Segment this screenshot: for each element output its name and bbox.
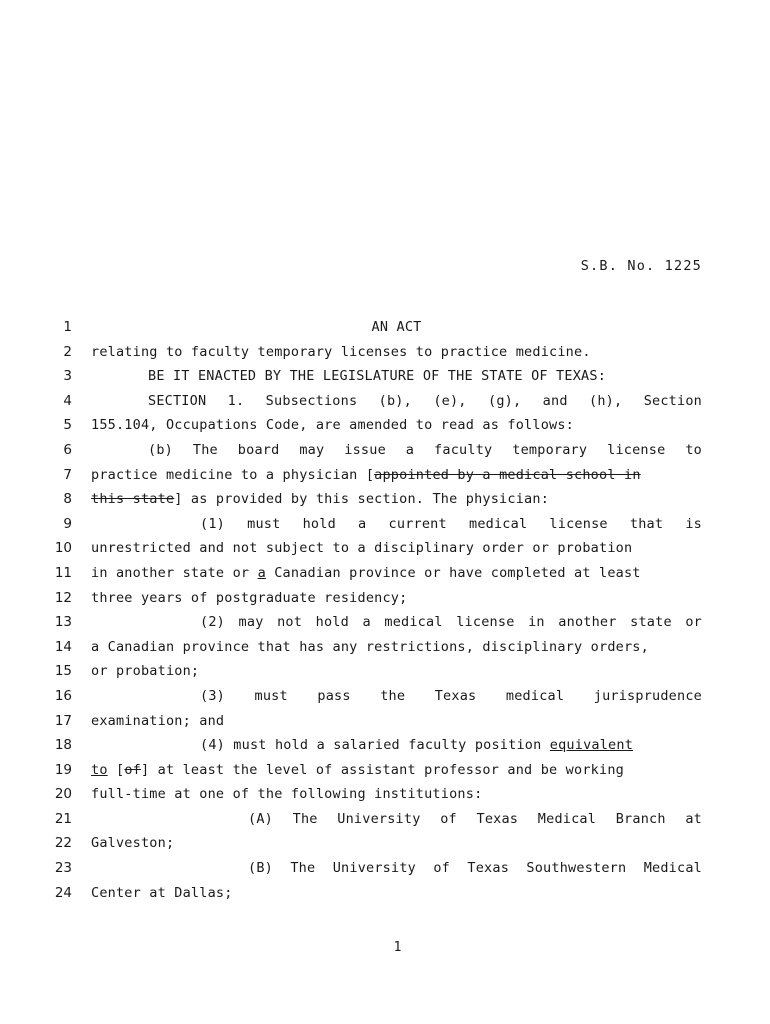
text-segment: in another state or [91,564,258,581]
text-line [91,737,702,753]
text-line: 155.104, Occupations Code, are amended to read as follows: [91,417,575,434]
text-segment: ] at least the level of assistant professor and be working [140,761,624,778]
line-21 [0,809,770,834]
line-9 [0,514,770,539]
text-line: (b) The board may issue a faculty temporary license to [148,441,702,458]
text-segment: [ [107,761,125,778]
deleted-text: appointed by a medical school in [374,466,641,483]
text-line: examination; and [91,712,225,729]
line-number: 4 [63,392,72,409]
line-number: 15 [54,663,72,680]
line-13 [0,612,770,637]
line-20 [0,784,770,809]
line-number: 11 [54,564,72,581]
line-number: 10 [54,540,72,557]
line-10 [0,538,770,563]
line-5 [0,415,770,440]
line-17 [0,711,770,736]
line-number: 14 [54,638,72,655]
text-line: a Canadian province that has any restrictions, disciplinary orders, [91,638,649,655]
line-14 [0,637,770,662]
text-line: (1) must hold a current medical license that is [200,515,702,532]
caption: relating to faculty temporary licenses to practice medicine. [91,343,591,360]
line-11 [0,563,770,588]
inserted-text: equivalent [549,737,634,754]
text-line: SECTION 1. Subsections (b), (e), (g), and (h), Section [148,392,702,409]
line-7 [0,465,770,490]
text-line: full-time at one of the following institutions: [91,786,483,803]
line-number: 1 [63,319,72,335]
bill-text [0,317,770,907]
line-2 [0,342,770,367]
line-24 [0,883,770,908]
line-number: 12 [54,589,72,606]
text-line: unrestricted and not subject to a disciplinary order or probation [91,540,633,557]
text-line: three years of postgraduate residency; [91,589,408,606]
line-16 [0,686,770,711]
line-number: 21 [54,810,72,827]
line-number: 24 [54,884,72,901]
deleted-text: this state [91,491,175,508]
line-number: 8 [63,491,72,508]
line-number: 3 [63,368,72,385]
text-segment: ] as provided by this section. The physician: [174,491,550,508]
text-line: or probation; [91,663,200,680]
text-segment: practice medicine to a physician [ [91,466,375,483]
line-number: 18 [54,737,72,754]
line-number: 7 [63,466,72,483]
deleted-text: of [124,761,141,778]
text-line [91,762,702,778]
line-number: 5 [63,417,72,434]
line-12 [0,588,770,613]
line-18 [0,735,770,760]
text-segment: (4) must hold a salaried faculty position [200,737,550,754]
line-19 [0,760,770,785]
inserted-text: a [257,564,266,581]
text-segment: Canadian province or have completed at least [265,564,641,581]
text-line [91,467,702,483]
line-6 [0,440,770,465]
text-line [91,491,702,507]
text-line: (2) may not hold a medical license in another state or [200,614,702,631]
line-15 [0,661,770,686]
text-line: (B) The University of Texas Southwestern Medical [248,860,702,877]
act-heading: AN ACT [371,319,422,335]
text-line: Center at Dallas; [91,884,233,901]
text-line: (A) The University of Texas Medical Branch at [248,810,702,827]
line-number: 9 [63,515,72,532]
line-23 [0,858,770,883]
line-number: 13 [54,614,72,631]
page-number: 1 [393,940,402,955]
text-line [91,565,702,581]
line-number: 17 [54,712,72,729]
line-number: 19 [54,761,72,778]
bill-number: S.B. No. 1225 [580,258,702,274]
text-line: Galveston; [91,835,175,852]
inserted-text: to [91,761,108,778]
line-4 [0,391,770,416]
text-line: (3) must pass the Texas medical jurisprudence [200,687,702,704]
line-1 [0,317,770,342]
line-3 [0,366,770,391]
enacting-clause: BE IT ENACTED BY THE LEGISLATURE OF THE STATE OF TEXAS: [148,368,607,385]
line-number: 23 [54,860,72,877]
line-22 [0,833,770,858]
line-number: 16 [54,687,72,704]
line-8 [0,489,770,514]
line-number: 2 [63,343,72,360]
line-number: 6 [63,441,72,458]
line-number: 22 [54,835,72,852]
line-number: 20 [54,786,72,803]
